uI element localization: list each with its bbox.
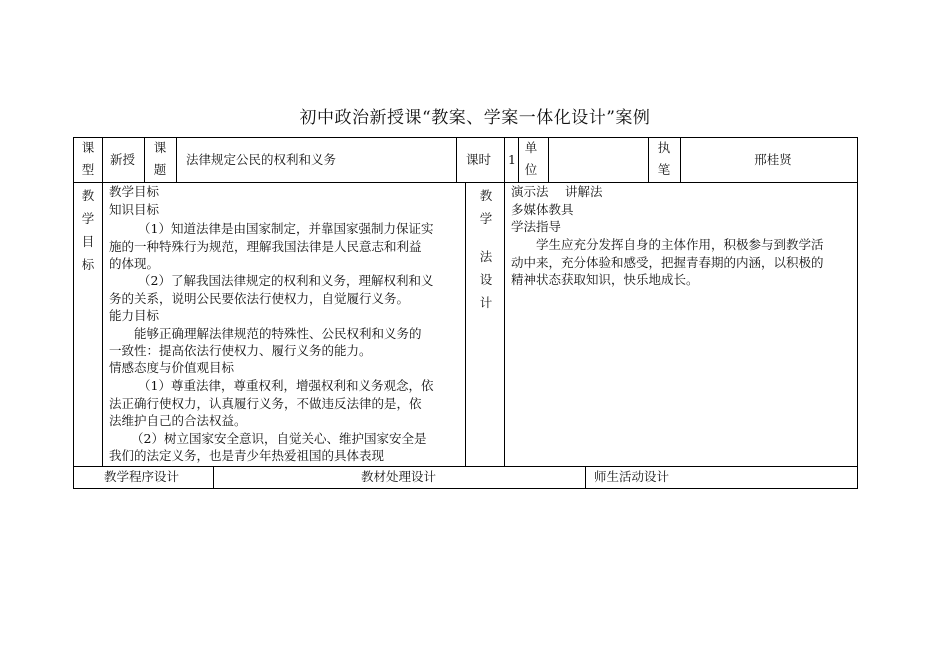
footer-activity-design: 师生活动设计 xyxy=(594,469,670,484)
method-line: 精神状态获取知识，快乐地成长。 xyxy=(511,272,699,287)
goals-line: 法维护自己的合法权益。 xyxy=(109,413,247,428)
goals-line: 知识目标 xyxy=(109,202,160,217)
table-border-bottom xyxy=(73,488,858,489)
table-border-left xyxy=(73,137,74,489)
goals-line: 的体现。 xyxy=(109,256,160,271)
goals-line: （2）树立国家安全意识，自觉关心、维护国家安全是 xyxy=(131,431,427,446)
goals-line: 务的关系，说明公民要依法行使权力，自觉履行义务。 xyxy=(109,291,410,306)
goals-line: （1）知道法律是由国家制定，并靠国家强制力保证实 xyxy=(138,221,434,236)
table-col-divider xyxy=(144,137,145,182)
goals-line: （1）尊重法律，尊重权利，增强权利和义务观念，依 xyxy=(138,378,434,393)
author-value: 邢桂贤 xyxy=(754,152,792,167)
goals-line: 一致性：提高依法行使权力、履行义务的能力。 xyxy=(109,343,372,358)
page-title: 初中政治新授课“教案、学案一体化设计”案例 xyxy=(299,108,651,128)
table-col-divider xyxy=(176,137,177,182)
goals-line: 教学目标 xyxy=(109,184,160,199)
topic-value: 法律规定公民的权利和义务 xyxy=(186,152,337,167)
table-col-divider xyxy=(680,137,681,182)
method-line: 学生应充分发挥自身的主体作用，积极参与到教学活 xyxy=(536,237,824,252)
method-side-label-top: 教 学 xyxy=(479,188,493,226)
goals-line: 法正确行使权力，认真履行义务，不做违反法律的是，依 xyxy=(109,396,422,411)
table-col-divider xyxy=(504,182,505,467)
goals-line: 能力目标 xyxy=(109,308,160,323)
table-col-divider xyxy=(465,182,466,467)
method-side-label-bottom: 法 设 计 xyxy=(479,249,493,310)
topic-label: 课 题 xyxy=(153,140,167,177)
table-col-divider xyxy=(548,137,549,182)
goals-line: 情感态度与价值观目标 xyxy=(109,360,235,375)
table-col-divider xyxy=(648,137,649,182)
table-col-divider xyxy=(504,137,505,182)
goals-line: 施的一种特殊行为规范，理解我国法律是人民意志和利益 xyxy=(109,239,422,254)
footer-material-design: 教材处理设计 xyxy=(361,469,437,484)
table-border-right xyxy=(857,137,858,489)
method-line: 多媒体教具 xyxy=(511,202,574,217)
goals-line: 能够正确理解法律规范的特殊性、公民权利和义务的 xyxy=(134,326,422,341)
table-col-divider xyxy=(102,137,103,467)
method-line: 演示法 讲解法 xyxy=(511,184,603,199)
hours-label: 课时 xyxy=(466,152,492,167)
table-col-divider xyxy=(456,137,457,182)
lesson-type-label: 课 型 xyxy=(81,140,95,177)
goals-line: （2）了解我国法律规定的权利和义务，理解权利和义 xyxy=(138,273,434,288)
method-line: 动中来，充分体验和感受，把握青春期的内涵，以积极的 xyxy=(511,255,824,270)
lesson-type-value: 新授 xyxy=(110,152,136,167)
footer-program-design: 教学程序设计 xyxy=(104,469,180,484)
hours-value: 1 xyxy=(508,152,516,167)
table-col-divider xyxy=(213,466,214,488)
unit-label: 单 位 xyxy=(524,140,538,177)
author-label: 执 笔 xyxy=(657,140,671,177)
table-border-top xyxy=(73,137,858,138)
method-line: 学法指导 xyxy=(511,219,562,234)
goals-line: 我们的法定义务，也是青少年热爱祖国的具体表现 xyxy=(109,448,385,463)
table-col-divider xyxy=(518,137,519,182)
goals-side-label: 教 学 目 标 xyxy=(81,188,95,272)
table-col-divider xyxy=(585,466,586,488)
